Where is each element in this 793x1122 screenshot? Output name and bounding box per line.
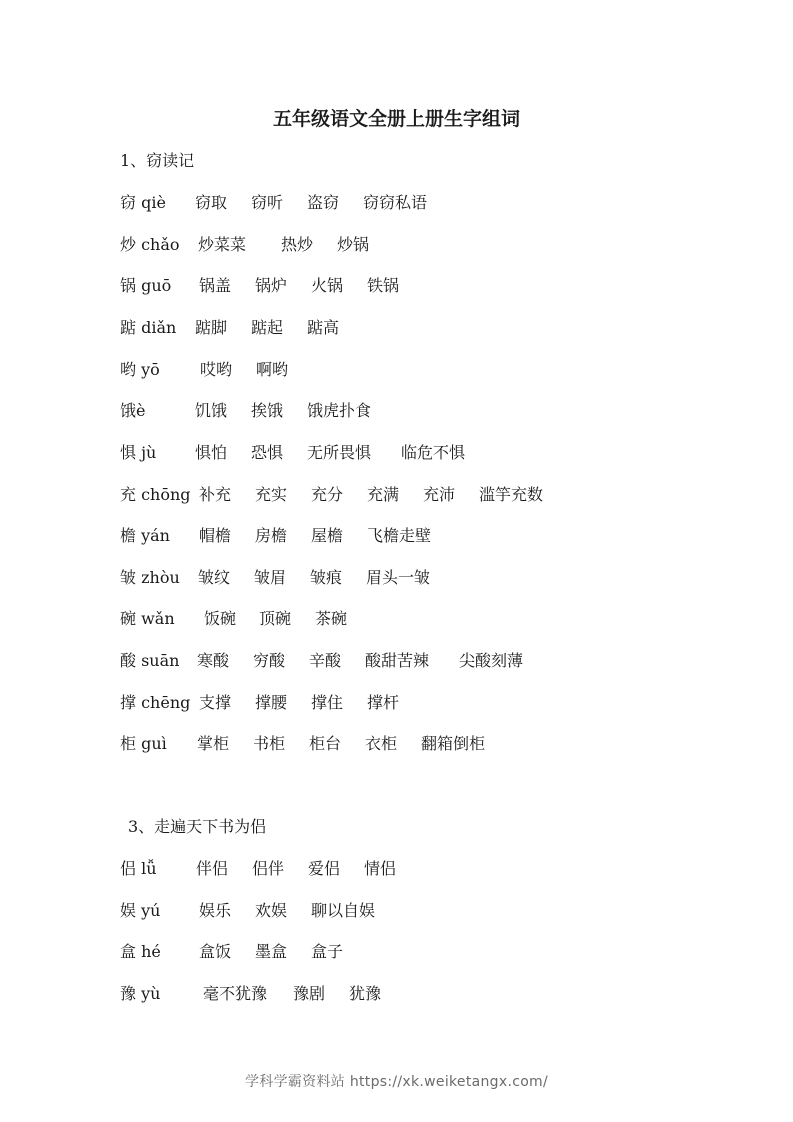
character-pinyin: 酸 suān [120,651,180,670]
word: 充实 [255,485,288,504]
character-pinyin: 踮 diǎn [120,318,177,337]
character-pinyin: 侣 lǚ [120,859,157,878]
word: 帽檐 [199,526,232,545]
character-pinyin: 豫 yù [120,984,161,1003]
word: 撑住 [311,693,344,712]
word: 饥饿 [195,401,228,420]
word: 撑腰 [255,693,288,712]
word: 锅炉 [255,276,288,295]
character-pinyin: 檐 yán [120,526,170,545]
word: 盒子 [311,942,344,961]
word: 挨饿 [251,401,284,420]
word: 炒菜菜 [198,235,247,254]
word: 伴侣 [196,859,229,878]
section-heading-1: 1、窃读记 [120,151,195,170]
character-pinyin: 碗 wǎn [120,609,175,628]
word: 飞檐走壁 [367,526,432,545]
word: 娱乐 [199,901,232,920]
word: 毫不犹豫 [203,984,268,1003]
word: 临危不惧 [401,443,466,462]
word: 啊哟 [256,360,289,379]
word: 皱痕 [310,568,343,587]
word: 犹豫 [349,984,382,1003]
word: 书柜 [253,734,286,753]
character-pinyin: 惧 jù [120,443,157,462]
word: 豫剧 [293,984,326,1003]
word: 聊以自娱 [311,901,376,920]
character-pinyin: 炒 chǎo [120,235,180,254]
word: 无所畏惧 [307,443,372,462]
word: 房檐 [255,526,288,545]
word: 掌柜 [197,734,230,753]
word: 炒锅 [337,235,370,254]
word: 翻箱倒柜 [421,734,486,753]
word: 踮脚 [195,318,228,337]
word: 饭碗 [204,609,237,628]
word: 惧怕 [195,443,228,462]
word: 火锅 [311,276,344,295]
character-pinyin: 窃 qiè [120,193,166,212]
word: 踮起 [251,318,284,337]
word: 茶碗 [315,609,348,628]
word: 尖酸刻薄 [459,651,524,670]
word: 屋檐 [311,526,344,545]
word: 辛酸 [309,651,342,670]
word: 柜台 [309,734,342,753]
character-pinyin: 皱 zhòu [120,568,180,587]
word: 滥竽充数 [479,485,544,504]
character-pinyin: 充 chōng [120,485,191,504]
character-pinyin: 盒 hé [120,942,161,961]
word: 眉头一皱 [366,568,431,587]
word: 顶碗 [259,609,292,628]
word: 哎哟 [200,360,233,379]
word: 爱侣 [308,859,341,878]
word: 饿虎扑食 [307,401,372,420]
word: 欢娱 [255,901,288,920]
word: 踮高 [307,318,340,337]
page-title: 五年级语文全册上册生字组词 [272,108,520,130]
word: 酸甜苦辣 [365,651,430,670]
word: 盗窃 [307,193,340,212]
character-pinyin: 锅 guō [120,276,172,295]
word: 充分 [311,485,344,504]
character-pinyin: 饿è [120,401,146,420]
word: 寒酸 [197,651,230,670]
word: 锅盖 [199,276,232,295]
word: 盒饭 [199,942,232,961]
word: 恐惧 [251,443,284,462]
character-pinyin: 娱 yú [120,901,161,920]
character-pinyin: 柜 guì [120,734,167,753]
word: 热炒 [281,235,314,254]
word: 撑杆 [367,693,400,712]
word: 铁锅 [367,276,400,295]
footer-watermark: 学科学霸资料站 https://xk.weiketangx.com/ [244,1074,549,1090]
word: 墨盒 [255,942,288,961]
section-heading-3: 3、走遍天下书为侣 [128,817,267,836]
word: 皱眉 [254,568,287,587]
word: 充满 [367,485,400,504]
word: 情侣 [364,859,397,878]
word: 穷酸 [253,651,286,670]
word: 充沛 [423,485,456,504]
word: 皱纹 [198,568,231,587]
word: 支撑 [199,693,232,712]
character-pinyin: 撑 chēng [120,693,191,712]
word: 窃窃私语 [363,193,428,212]
word: 补充 [199,485,232,504]
word: 窃取 [195,193,228,212]
character-pinyin: 哟 yō [120,360,160,379]
word: 窃听 [251,193,284,212]
word: 衣柜 [365,734,398,753]
word: 侣伴 [252,859,285,878]
